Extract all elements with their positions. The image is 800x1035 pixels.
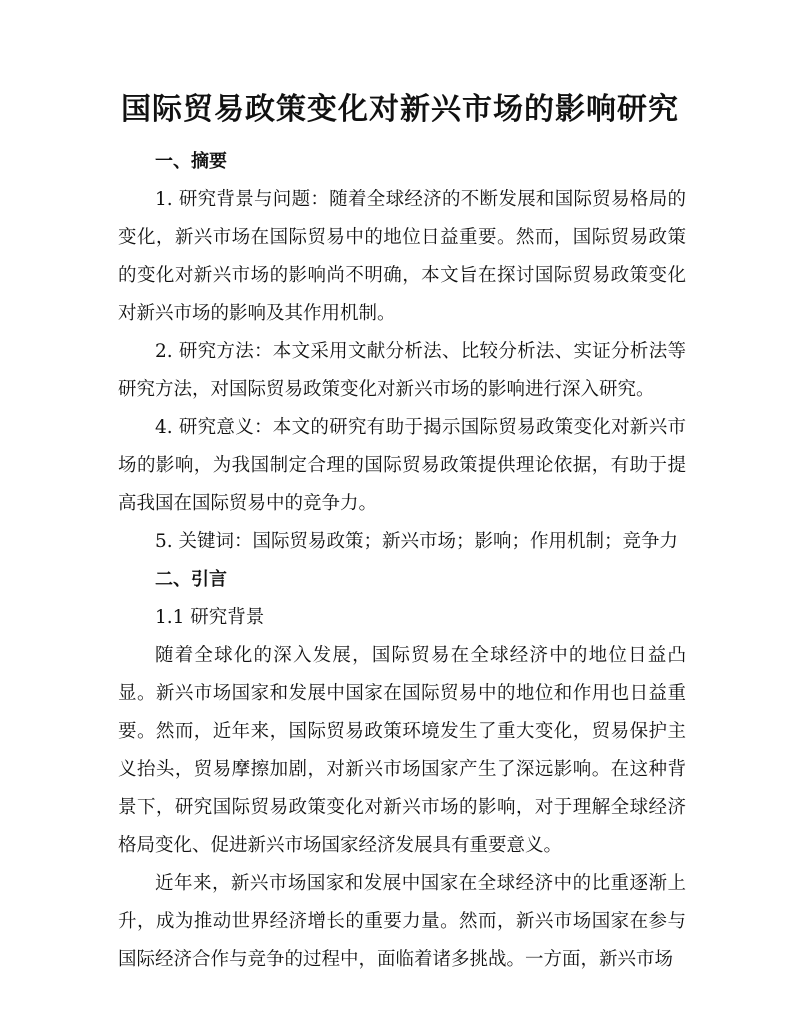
section-heading-introduction: 二、引言: [155, 569, 227, 590]
abstract-item-significance: 4. 研究意义：本文的研究有助于揭示国际贸易政策变化对新兴市场的影响，为我国制定合理的国际贸易政策提供理论依据，有助于提高我国在国际贸易中的竞争力。: [118, 417, 686, 514]
introduction-paragraph: 近年来，新兴市场国家和发展中国家在全球经济中的比重逐渐上升，成为推动世界经济增长的重要力量。然而，新兴市场国家在参与国际经济合作与竞争的过程中，面临着诸多挑战。一方面，新兴市场: [118, 873, 686, 970]
subsection-heading-background: 1.1 研究背景: [155, 607, 265, 628]
abstract-item-methods: 2. 研究方法：本文采用文献分析法、比较分析法、实证分析法等研究方法，对国际贸易政策变化对新兴市场的影响进行深入研究。: [118, 341, 686, 400]
introduction-paragraph: 随着全球化的深入发展，国际贸易在全球经济中的地位日益凸显。新兴市场国家和发展中国家在国际贸易中的地位和作用也日益重要。然而，近年来，国际贸易政策环境发生了重大变化，贸易保护主义抬头，贸易摩擦加剧，对新兴市场国家产生了深远影响。在这种背景下，研究国际贸易政策变化对新兴市场的影响，对于理解全球经济格局变化、促进新兴市场国家经济发展具有重要意义。: [118, 645, 686, 856]
document-title: 国际贸易政策变化对新兴市场的影响研究: [121, 92, 679, 127]
document-body: [118, 143, 686, 979]
section-heading-abstract: 一、摘要: [155, 151, 227, 172]
abstract-item-keywords: 5. 关键词：国际贸易政策；新兴市场；影响；作用机制；竞争力: [155, 531, 679, 552]
abstract-item-background: 1. 研究背景与问题：随着全球经济的不断发展和国际贸易格局的变化，新兴市场在国际贸易中的地位日益重要。然而，国际贸易政策的变化对新兴市场的影响尚不明确，本文旨在探讨国际贸易政策变化对新兴市场的影响及其作用机制。: [118, 189, 686, 324]
